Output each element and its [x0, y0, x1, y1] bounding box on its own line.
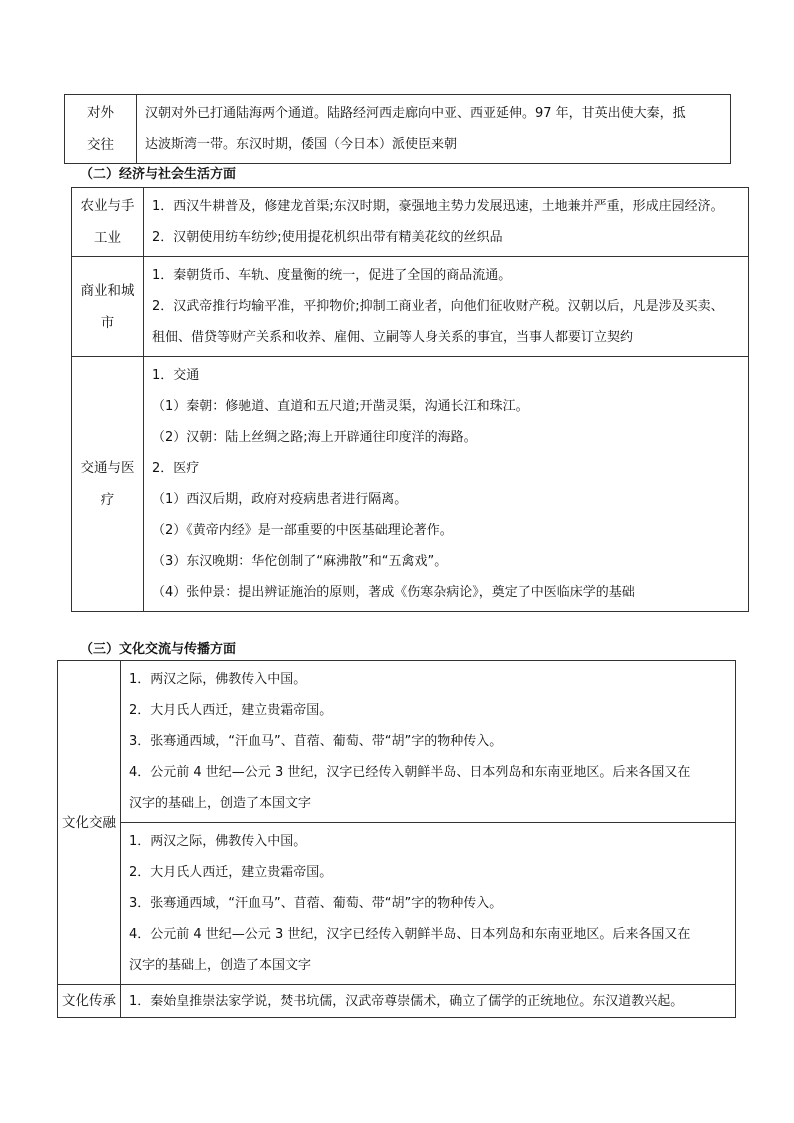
row-content-commerce: 1．秦朝货币、车轨、度量衡的统一，促进了全国的商品流通。 2．汉武帝推行均输平准，平抑物价;抑制工商业者，向他们征收财产税。汉朝以后，凡是涉及买卖、 租佃、借贷等财产关系和收养、雇佣、立嗣等人身关系的事宜，当事人都要订立契约: [144, 257, 749, 357]
row-label-transport-medicine: 交通与医 疗: [72, 357, 144, 612]
section-heading-economy: （二）经济与社会生活方面: [80, 167, 237, 182]
table-row: [58, 985, 736, 1018]
row-content-cultural-heritage: 1．秦始皇推崇法家学说，焚书坑儒，汉武帝尊崇儒术，确立了儒学的正统地位。东汉道教兴起。: [121, 985, 736, 1018]
row-content-foreign: 汉朝对外已打通陆海两个通道。陆路经河西走廊向中亚、西亚延伸。97 年，甘英出使大秦，抵 达波斯湾一带。东汉时期，倭国（今日本）派使臣来朝: [137, 95, 731, 164]
row-label-cultural-heritage: 文化传承: [58, 985, 121, 1018]
table-row: [72, 357, 749, 612]
row-content-cultural-fusion-1: 1．两汉之际，佛教传入中国。 2．大月氏人西迁，建立贵霜帝国。 3．张骞通西域，“汗血马”、苜蓿、葡萄、带“胡”字的物种传入。 4．公元前 4 世纪—公元 3 世纪，汉字已经传入朝鲜半岛、日本列岛和东南亚地区。后来各国又在 汉字的基础上，创造了本国文字: [121, 661, 736, 823]
row-label-foreign: 对外 交往: [65, 95, 137, 164]
row-label-agriculture: 农业与手 工业: [72, 188, 144, 257]
row-content-transport-medicine: 1．交通 （1）秦朝：修驰道、直道和五尺道;开凿灵渠，沟通长江和珠江。 （2）汉朝：陆上丝绸之路;海上开辟通往印度洋的海路。 2．医疗 （1）西汉后期，政府对疫病患者进行隔离。 （2）《黄帝内经》是一部重要的中医基础理论著作。 （3）东汉晚期：华佗创制了“麻沸散”和“五禽戏”。 （4）张仲景：提出辨证施治的原则，著成《伤寒杂病论》，奠定了中医临床学的基础: [144, 357, 749, 612]
foreign-relations-table: [64, 94, 731, 164]
table-row: [72, 257, 749, 357]
table-row: [72, 188, 749, 257]
row-label-cultural-fusion: 文化交融: [58, 661, 121, 985]
row-label-commerce: 商业和城 市: [72, 257, 144, 357]
table-row: [65, 95, 731, 164]
row-content-agriculture: 1．西汉牛耕普及，修建龙首渠;东汉时期，豪强地主势力发展迅速，土地兼并严重，形成庄园经济。 2．汉朝使用纺车纺纱;使用提花机织出带有精美花纹的丝织品: [144, 188, 749, 257]
economy-table: [71, 187, 749, 612]
section-heading-culture: （三）文化交流与传播方面: [80, 642, 237, 657]
row-content-cultural-fusion-2: 1．两汉之际，佛教传入中国。 2．大月氏人西迁，建立贵霜帝国。 3．张骞通西域，“汗血马”、苜蓿、葡萄、带“胡”字的物种传入。 4．公元前 4 世纪—公元 3 世纪，汉字已经传入朝鲜半岛、日本列岛和东南亚地区。后来各国又在 汉字的基础上，创造了本国文字: [121, 823, 736, 985]
table-row: [58, 823, 736, 985]
culture-table: [57, 660, 736, 1018]
table-row: [58, 661, 736, 823]
